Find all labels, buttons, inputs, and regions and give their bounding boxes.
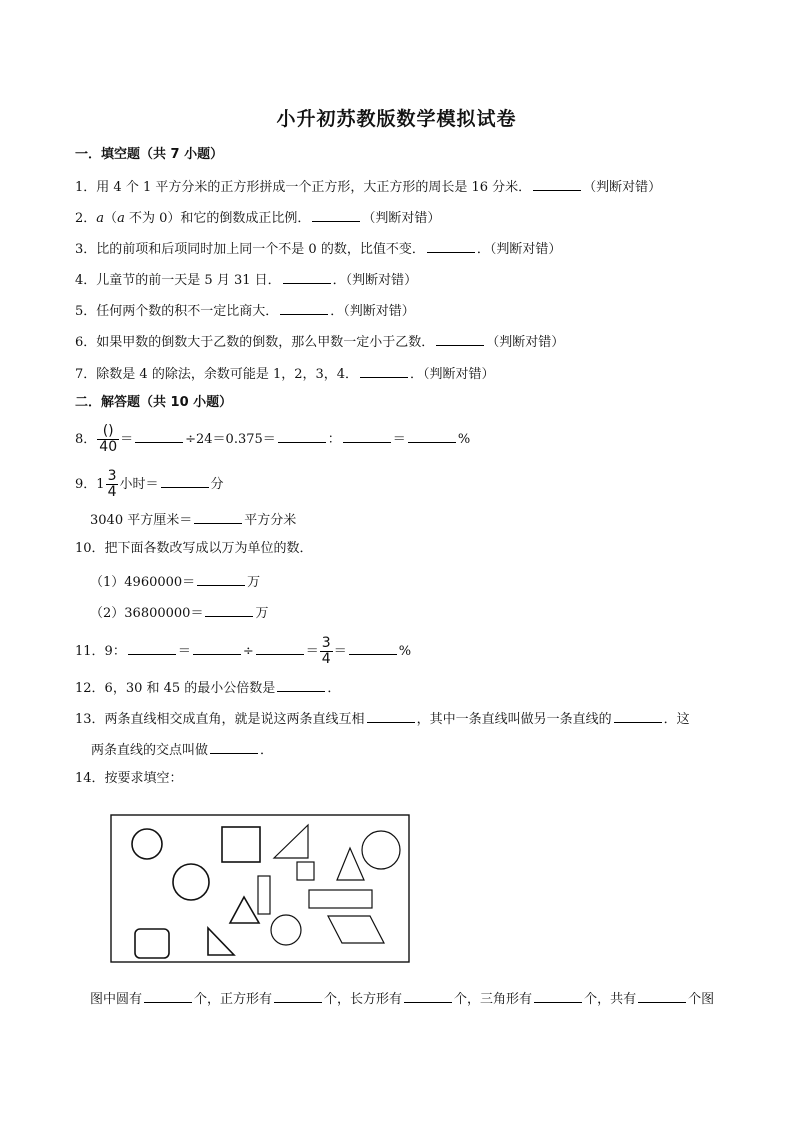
question-text: 把下面各数改写成以万为单位的数． [104,541,313,556]
triangle-shape [230,897,259,923]
question-suffix: ．（判断对错） [476,242,562,257]
question-text: （1）4960000＝ [90,575,196,590]
period: ． [260,743,274,758]
question-number: 2． [75,211,97,226]
fraction [320,636,333,667]
question-2 [75,207,440,228]
equals: ＝ [177,644,191,659]
answer-blank[interactable] [210,739,258,754]
answer-blank[interactable] [128,640,176,655]
square-count-blank[interactable] [274,988,322,1003]
fraction [97,424,119,455]
answer-blank[interactable] [193,640,241,655]
answer-blank[interactable] [194,509,242,524]
question-10b [90,602,268,623]
question-text: 用 4 个 1 平方分米的正方形拼成一个正方形，大正方形的周长是 16 分米． [96,180,532,195]
right-triangle-shape [274,825,308,858]
answer-blank[interactable] [280,300,328,315]
expression: ÷24＝0.375＝ [185,432,276,447]
percent: % [398,644,412,659]
equals: ＝ [392,432,406,447]
thin-rectangle-shape [258,876,270,914]
question-number: 8． [75,432,97,447]
circle-shape [271,915,301,945]
answer-blank[interactable] [427,238,475,253]
question-14 [75,770,183,788]
question-number: 10． [75,541,105,556]
question-text: 个，长方形有 [324,992,403,1007]
question-text: （2）36800000＝ [90,606,204,621]
question-text: 儿童节的前一天是 5 月 31 日． [96,273,281,288]
answer-blank[interactable] [533,176,581,191]
equals: ＝ [120,432,134,447]
question-text: ，其中一条直线叫做另一条直线的 [416,712,612,727]
question-6 [75,331,564,352]
question-number: 7． [75,367,97,382]
question-suffix: ．（判断对错） [332,273,418,288]
unit: 平方分米 [244,513,297,528]
mixed-whole: 1 [96,477,105,492]
unit: 万 [247,575,261,590]
variable-a: a [96,211,105,226]
question-number: 5． [75,304,97,319]
question-text: 个，正方形有 [194,992,273,1007]
wide-rectangle-shape [309,890,372,908]
fraction-numerator: 3 [107,468,117,484]
circle-shape [362,831,400,869]
question-text: 小时＝ [119,477,159,492]
question-4 [75,269,417,290]
variable-a: a [117,211,125,226]
question-text: 6，30 和 45 的最小公倍数是 [104,681,276,696]
fraction [106,469,119,500]
question-text: 个，共有 [584,992,637,1007]
question-number: 13． [75,712,105,727]
question-text: 如果甲数的倒数大于乙数的倒数，那么甲数一定小于乙数． [96,335,435,350]
period: ． [327,681,341,696]
question-number: 4． [75,273,97,288]
question-10 [75,540,313,558]
answer-blank[interactable] [408,428,456,443]
question-9b [90,509,296,530]
ratio-lead: 9： [104,644,126,659]
question-text: 按要求填空： [104,771,183,786]
question-text: 任何两个数的积不一定比商大． [96,304,279,319]
question-text: 两条直线的交点叫做 [91,743,209,758]
answer-blank[interactable] [256,640,304,655]
question-text: 个图 [688,992,715,1007]
percent: % [457,432,471,447]
answer-blank[interactable] [135,428,183,443]
unit: 分 [210,477,224,492]
paren: （ [104,211,118,226]
question-suffix: ．（判断对错） [330,304,415,319]
small-square-shape [297,862,314,880]
square-shape [222,827,260,862]
section-heading-solve: 二．解答题（共 10 小题） [75,395,233,410]
question-suffix: （判断对错） [486,335,565,350]
question-number: 1． [75,180,97,195]
fraction-denominator: 4 [107,484,117,500]
equals: ＝ [305,644,319,659]
answer-blank[interactable] [436,331,484,346]
divide: ÷ [242,644,254,659]
question-suffix: ．（判断对错） [410,367,495,382]
question-text: 比的前项和后项同时加上同一个不是 0 的数，比值不变． [96,242,425,257]
question-number: 14． [75,771,105,786]
question-text: 个，三角形有 [454,992,533,1007]
section-heading-fill: 一．填空题（共 7 小题） [75,147,224,162]
question-text: 图中圆有 [90,992,143,1007]
question-text: 3040 平方厘米＝ [90,513,193,528]
answer-blank[interactable] [277,677,325,692]
question-12 [75,677,340,698]
answer-blank[interactable] [205,602,253,617]
question-14-answers [90,988,714,1009]
question-9 [75,469,224,500]
question-number: 3． [75,242,97,257]
right-triangle-shape [208,928,234,955]
triangle-count-blank[interactable] [534,988,582,1003]
unit: 万 [255,606,269,621]
question-suffix: （判断对错） [362,211,441,226]
question-10a [90,571,260,592]
fraction-denominator: 40 [99,439,118,455]
question-text: ．这 [663,712,690,727]
answer-blank[interactable] [367,708,415,723]
fraction-numerator: 3 [321,635,331,651]
triangle-shape [337,848,364,880]
answer-blank[interactable] [312,207,360,222]
question-text: 两条直线相交成直角，就是说这两条直线互相 [104,712,365,727]
rectangle-count-blank[interactable] [404,988,452,1003]
question-1 [75,176,661,197]
question-number: 6． [75,335,97,350]
question-number: 12． [75,681,105,696]
colon: ： [327,432,341,447]
circle-count-blank[interactable] [144,988,192,1003]
question-11 [75,636,411,667]
circle-shape [173,864,209,900]
question-13 [75,708,690,729]
rounded-square-shape [135,929,169,958]
parallelogram-shape [328,916,384,943]
answer-blank[interactable] [360,363,408,378]
total-count-blank[interactable] [638,988,686,1003]
answer-blank[interactable] [278,428,326,443]
question-number: 9． [75,477,97,492]
fraction-denominator: 4 [321,651,331,667]
question-number: 11． [75,644,105,659]
question-3 [75,238,561,259]
answer-blank[interactable] [614,708,662,723]
question-text: 除数是 4 的除法，余数可能是 1，2，3，4． [96,367,359,382]
answer-blank[interactable] [161,473,209,488]
fraction-numerator: () [97,424,119,440]
answer-blank[interactable] [283,269,331,284]
page-title: 小升初苏教版数学模拟试卷 [276,108,517,130]
answer-blank[interactable] [349,640,397,655]
circle-shape [132,829,162,859]
answer-blank[interactable] [343,428,391,443]
answer-blank[interactable] [197,571,245,586]
question-5 [75,300,415,321]
question-8 [75,424,470,455]
question-13-line2 [91,739,273,760]
question-text: 不为 0）和它的倒数成正比例． [124,211,311,226]
question-suffix: （判断对错） [583,180,662,195]
question-7 [75,363,495,384]
figure-border [111,815,409,962]
equals: ＝ [333,644,347,659]
